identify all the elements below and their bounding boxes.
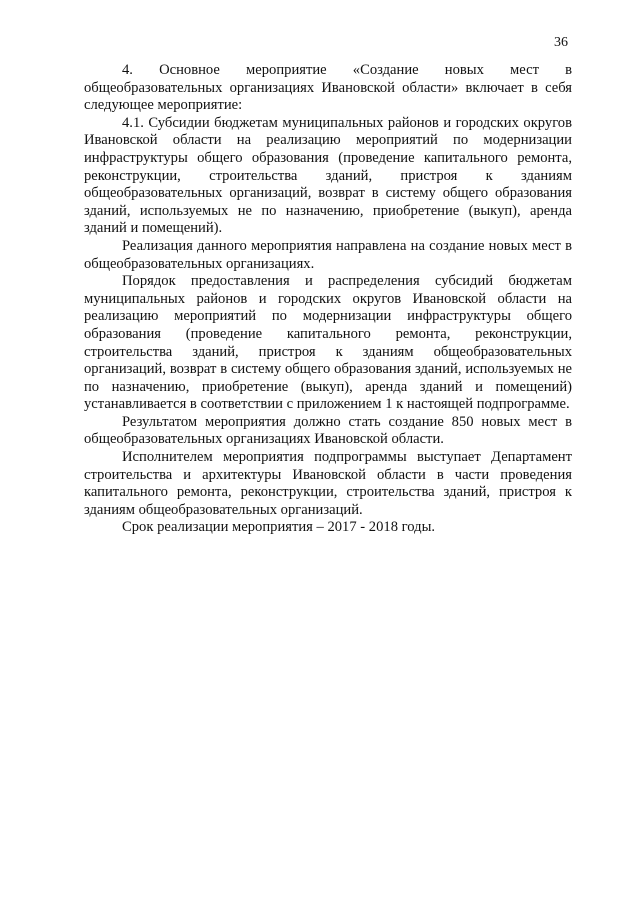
paragraph-subsidies: 4.1. Субсидии бюджетам муниципальных районов и городских округов Ивановской области на реализацию мероприятий по модернизации инфраструктуры общего образования (проведение капитального ремонта, реконструкции, строительства зданий, пристроя к зданиям общеобразовательных организаций, возврат в систему общего образования зданий, используемых не по назначению, приобретение (выкуп), аренда зданий и помещений).: [84, 114, 572, 237]
paragraph-purpose: Реализация данного мероприятия направлена на создание новых мест в общеобразовательных организациях.: [84, 237, 572, 272]
paragraph-executor: Исполнителем мероприятия подпрограммы выступает Департамент строительства и архитектуры Ивановской области в части проведения капитального ремонта, реконструкции, строительства зданий, пристроя к зданиям общеобразовательных организаций.: [84, 449, 572, 518]
document-body: [84, 62, 572, 537]
paragraph-timeline: Срок реализации мероприятия – 2017 - 2018 годы.: [122, 519, 436, 536]
paragraph-main-activity: 4. Основное мероприятие «Создание новых мест в общеобразовательных организациях Ивановской области» включает в себя следующее мероприятие:: [84, 62, 572, 114]
page-number: 36: [554, 35, 568, 50]
paragraph-result: Результатом мероприятия должно стать создание 850 новых мест в общеобразовательных организациях Ивановской области.: [84, 413, 572, 448]
paragraph-procedure: Порядок предоставления и распределения субсидий бюджетам муниципальных районов и городских округов Ивановской области на реализацию мероприятий по модернизации инфраструктуры общего образования (проведение капитального ремонта, реконструкции, строительства зданий, пристроя к зданиям общеобразовательных организаций, возврат в систему общего образования зданий, используемых не по назначению, приобретение (выкуп), аренда зданий и помещений) устанавливается в соответствии с приложением 1 к настоящей подпрограмме.: [84, 273, 572, 413]
